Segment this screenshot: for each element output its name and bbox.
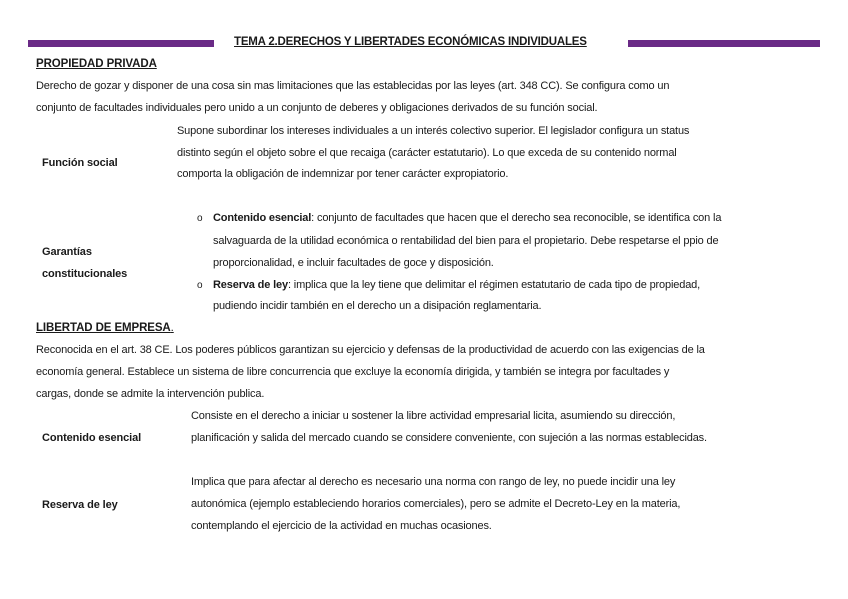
reserva-ley-term: Reserva de ley — [213, 279, 288, 291]
empresa-reserva-line: Implica que para afectar al derecho es necesario una norma con rango de ley, no puede incidir una ley — [191, 476, 676, 488]
garantias-label: constitucionales — [42, 268, 128, 280]
empresa-heading-text: LIBERTAD DE EMPRESA — [36, 322, 171, 334]
title-bar-left — [28, 40, 214, 47]
contenido-esencial-line — [213, 212, 721, 224]
garantias-label: Garantías — [42, 246, 92, 258]
propiedad-heading: PROPIEDAD PRIVADA — [36, 58, 157, 70]
propiedad-intro-line: Derecho de gozar y disponer de una cosa sin mas limitaciones que las establecidas por las leyes (art. 348 CC). Se configura como un — [36, 80, 670, 92]
empresa-reserva-line: autonómica (ejemplo estableciendo horarios comerciales), pero se admite el Decreto-Ley en la materia, — [191, 498, 681, 510]
empresa-heading — [36, 322, 174, 334]
funcion-social-line: Supone subordinar los intereses individuales a un interés colectivo superior. El legislador configura un status — [177, 125, 690, 137]
empresa-reserva-line: contemplando el ejercicio de la actividad en muchas ocasiones. — [191, 520, 492, 532]
empresa-contenido-line: planificación y salida del mercado cuando se considere conveniente, con sujeción a las normas establecidas. — [191, 432, 707, 444]
page-title: TEMA 2.DERECHOS Y LIBERTADES ECONÓMICAS INDIVIDUALES — [234, 36, 587, 48]
reserva-ley-text: : implica que la ley tiene que delimitar el régimen estatutario de cada tipo de propiedad, — [287, 279, 701, 291]
empresa-contenido-label: Contenido esencial — [42, 432, 142, 444]
propiedad-intro-line: conjunto de facultades individuales pero unido a un conjunto de deberes y obligaciones derivados de su función social. — [36, 102, 598, 114]
title-row — [28, 36, 820, 52]
funcion-social-label: Función social — [42, 157, 118, 169]
funcion-social-line: comporta la obligación de indemnizar por tener carácter expropiatorio. — [177, 168, 509, 180]
empresa-contenido-line: Consiste en el derecho a iniciar u sostener la libre actividad empresarial licita, asumiendo su dirección, — [191, 410, 676, 422]
empresa-heading-dot: . — [170, 322, 174, 334]
title-bar-right — [628, 40, 820, 47]
bullet-circle-icon: o — [197, 280, 203, 291]
empresa-reserva-label: Reserva de ley — [42, 499, 118, 511]
contenido-esencial-line: proporcionalidad, e incluir facultades de goce y disposición. — [213, 257, 494, 269]
contenido-esencial-term: Contenido esencial — [213, 212, 312, 224]
bullet-circle-icon: o — [197, 213, 203, 224]
empresa-intro-line: Reconocida en el art. 38 CE. Los poderes públicos garantizan su ejercicio y defensas de la productividad de acuerdo con las exigencias de la — [36, 344, 705, 356]
empresa-intro-line: economía general. Establece un sistema de libre concurrencia que excluye la economía dirigida, y también se integra por facultades y — [36, 366, 670, 378]
contenido-esencial-text: : conjunto de facultades que hacen que el derecho sea reconocible, se identifica con la — [311, 212, 722, 224]
funcion-social-line: distinto según el objeto sobre el que recaiga (carácter estatutario). Lo que exceda de su contenido normal — [177, 147, 677, 159]
contenido-esencial-line: salvaguarda de la utilidad económica o rentabilidad del bien para el propietario. Debe respetarse el ppio de — [213, 235, 719, 247]
reserva-ley-line: pudiendo incidir también en el derecho un a disipación reglamentaria. — [213, 300, 542, 312]
empresa-intro-line: cargas, donde se admite la intervención publica. — [36, 388, 265, 400]
reserva-ley-line — [213, 279, 700, 291]
